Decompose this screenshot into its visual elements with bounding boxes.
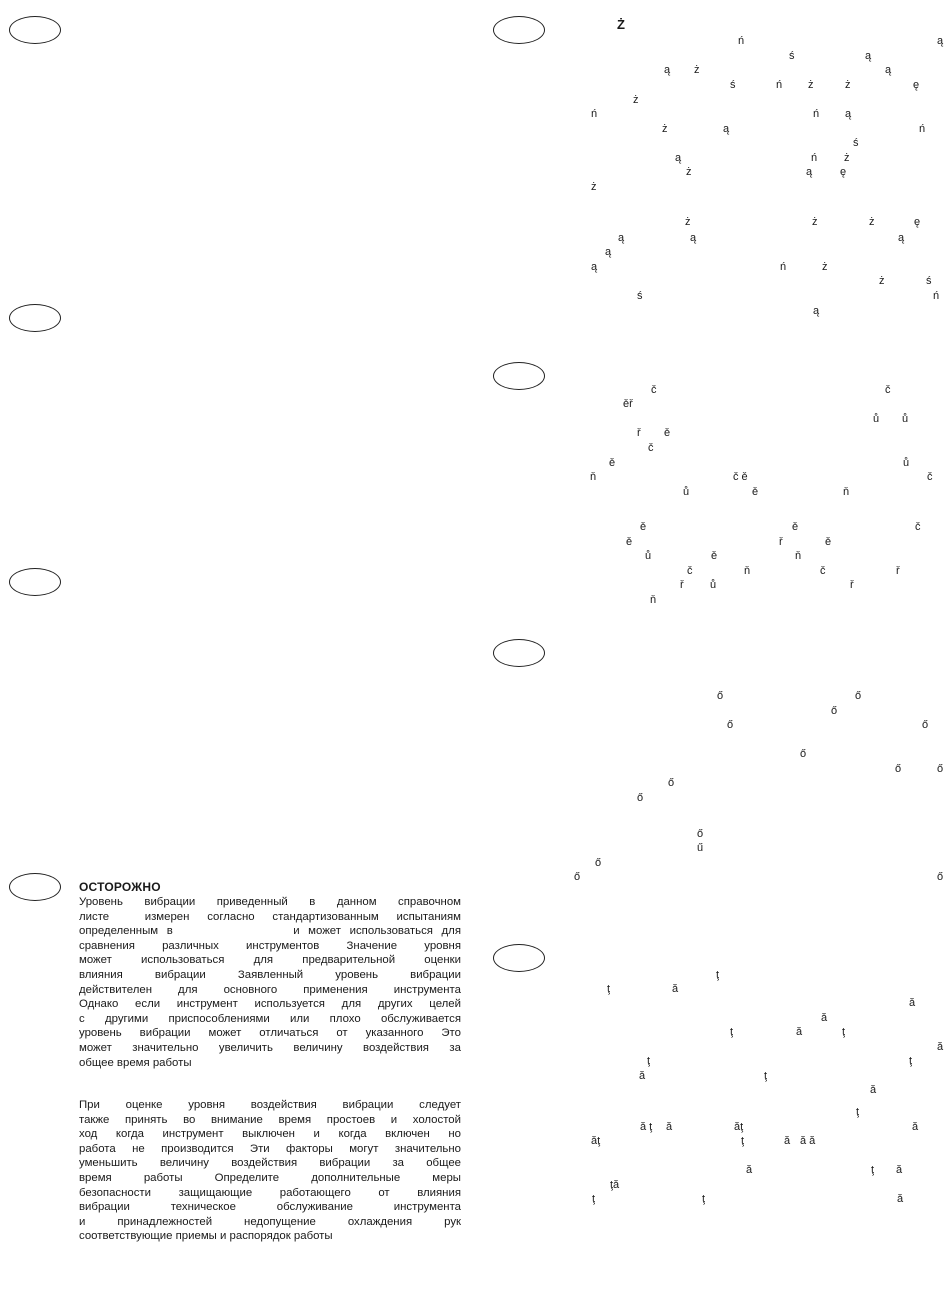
czech-diacritic-glyph: ů (873, 413, 880, 425)
section-marker-oval (493, 944, 545, 972)
polish-diacritic-glyph: ż (844, 152, 850, 164)
polish-diacritic-glyph: ę (913, 79, 920, 91)
text-line: может использоваться для предварительной оценки (79, 954, 461, 967)
hungarian-diacritic-glyph: ő (937, 871, 944, 883)
polish-diacritic-glyph: ń (933, 290, 940, 302)
polish-diacritic-glyph: ż (591, 181, 597, 193)
polish-diacritic-glyph: ż (694, 64, 700, 76)
polish-diacritic-glyph: ę (840, 166, 847, 178)
warning-heading: ОСТОРОЖНО (79, 880, 161, 894)
polish-diacritic-glyph: ń (776, 79, 783, 91)
czech-diacritic-glyph: č (927, 471, 933, 483)
czech-diacritic-glyph: ů (683, 486, 690, 498)
warning-paragraph-2 (79, 1098, 461, 1244)
polish-diacritic-glyph: ą (806, 166, 813, 178)
text-line: может значительно увеличить величину воздействия за (79, 1041, 461, 1054)
romanian-diacritic-glyph: ţ (607, 983, 611, 995)
polish-diacritic-glyph: ą (591, 261, 598, 273)
polish-diacritic-glyph: ż (879, 275, 885, 287)
romanian-diacritic-glyph: ă (896, 1164, 903, 1176)
romanian-diacritic-glyph: ă (909, 997, 916, 1009)
romanian-diacritic-glyph: ţă (610, 1179, 620, 1191)
czech-diacritic-glyph: ě (752, 486, 759, 498)
section-marker-oval (9, 873, 61, 901)
text-line: определенным в и может использоваться для (79, 925, 461, 938)
romanian-diacritic-glyph: ă (784, 1135, 791, 1147)
czech-diacritic-glyph: ř (680, 579, 684, 591)
polish-diacritic-glyph: ą (723, 123, 730, 135)
section-marker-oval (493, 16, 545, 44)
czech-diacritic-glyph: č (651, 384, 657, 396)
czech-diacritic-glyph: ů (710, 579, 717, 591)
polish-diacritic-glyph: ż (662, 123, 668, 135)
polish-diacritic-glyph: ą (898, 232, 905, 244)
polish-diacritic-glyph: ż (845, 79, 851, 91)
polish-diacritic-glyph: ż (822, 261, 828, 273)
hungarian-diacritic-glyph: ő (937, 763, 944, 775)
polish-diacritic-glyph: ą (885, 64, 892, 76)
text-line: влияния вибрации Заявленный уровень вибрации (79, 968, 461, 981)
romanian-diacritic-glyph: ă (666, 1121, 673, 1133)
section-marker-oval (493, 362, 545, 390)
polish-diacritic-glyph: ż (812, 216, 818, 228)
polish-diacritic-glyph: ą (605, 246, 612, 258)
hungarian-diacritic-glyph: ő (727, 719, 734, 731)
hungarian-diacritic-glyph: ő (831, 705, 838, 717)
czech-diacritic-glyph: ň (590, 471, 597, 483)
romanian-diacritic-glyph: ă (897, 1193, 904, 1205)
romanian-diacritic-glyph: ţ (702, 1193, 706, 1205)
romanian-diacritic-glyph: ă (746, 1164, 753, 1176)
text-line: с другими приспособлениями или плохо обслуживается (79, 1012, 461, 1025)
czech-diacritic-glyph: č (648, 442, 654, 454)
romanian-diacritic-glyph: ţ (856, 1106, 860, 1118)
czech-diacritic-glyph: ň (650, 594, 657, 606)
polish-diacritic-glyph: ż (633, 94, 639, 106)
section-marker-oval (9, 304, 61, 332)
polish-diacritic-glyph: ń (738, 35, 745, 47)
text-line: уменьшить величину воздействия вибрации за общее (79, 1157, 461, 1170)
polish-diacritic-glyph: ń (780, 261, 787, 273)
polish-diacritic-glyph: ę (914, 216, 921, 228)
romanian-diacritic-glyph: ă (937, 1041, 944, 1053)
czech-diacritic-glyph: č (915, 521, 921, 533)
text-line: действителен для основного применения инструмента (79, 983, 461, 996)
polish-diacritic-glyph: ż (869, 216, 875, 228)
romanian-diacritic-glyph: ă (796, 1026, 803, 1038)
polish-diacritic-glyph: ż (808, 79, 814, 91)
romanian-diacritic-glyph: ăţ (591, 1135, 601, 1147)
czech-diacritic-glyph: ň (744, 565, 751, 577)
hungarian-diacritic-glyph: ő (855, 690, 862, 702)
text-line: безопасности защищающие работающего от влияния (79, 1186, 461, 1199)
text-line: соответствующие приемы и распорядок работы (79, 1230, 333, 1243)
polish-diacritic-glyph: ą (690, 232, 697, 244)
text-line: время работы Определите дополнительные меры (79, 1171, 461, 1184)
hungarian-diacritic-glyph: ő (668, 777, 675, 789)
polish-diacritic-glyph: ś (853, 137, 859, 149)
romanian-diacritic-glyph: ţ (909, 1055, 913, 1067)
polish-diacritic-glyph: ą (664, 64, 671, 76)
polish-diacritic-glyph: ś (789, 50, 795, 62)
hungarian-diacritic-glyph: ő (895, 763, 902, 775)
warning-paragraph-1 (79, 895, 461, 1070)
czech-diacritic-glyph: ě (626, 536, 633, 548)
czech-diacritic-glyph: ě (640, 521, 647, 533)
hungarian-diacritic-glyph: ő (922, 719, 929, 731)
text-line: уровень вибрации может отличаться от указанного Это (79, 1027, 461, 1040)
text-line: вибрации техническое обслуживание инструмента (79, 1201, 461, 1214)
polish-diacritic-glyph: ś (926, 275, 932, 287)
romanian-diacritic-glyph: ă (870, 1084, 877, 1096)
czech-diacritic-glyph: č ě (733, 471, 748, 483)
hungarian-diacritic-glyph: ő (717, 690, 724, 702)
polish-diacritic-glyph: ą (937, 35, 944, 47)
romanian-diacritic-glyph: ă (639, 1070, 646, 1082)
polish-diacritic-glyph: ń (591, 108, 598, 120)
hungarian-diacritic-glyph: ő (595, 857, 602, 869)
polish-diacritic-glyph: ą (845, 108, 852, 120)
romanian-diacritic-glyph: ţ (592, 1193, 596, 1205)
text-line: При оценке уровня воздействия вибрации следует (79, 1099, 461, 1111)
czech-diacritic-glyph: č (687, 565, 693, 577)
czech-diacritic-glyph: ř (779, 536, 783, 548)
czech-diacritic-glyph: č (820, 565, 826, 577)
czech-diacritic-glyph: ř (896, 565, 900, 577)
czech-diacritic-glyph: ě (711, 550, 718, 562)
text-line: ход когда инструмент выключен и когда включен но (79, 1128, 461, 1141)
czech-diacritic-glyph: ěř (623, 398, 633, 410)
polish-diacritic-glyph: ń (919, 123, 926, 135)
polish-diacritic-glyph: ś (637, 290, 643, 302)
romanian-diacritic-glyph: ăţ (734, 1121, 744, 1133)
hungarian-diacritic-glyph: ű (697, 842, 704, 854)
polish-diacritic-glyph: ń (811, 152, 818, 164)
czech-diacritic-glyph: ř (637, 427, 641, 439)
hungarian-diacritic-glyph: ő (637, 792, 644, 804)
czech-diacritic-glyph: ě (609, 457, 616, 469)
czech-diacritic-glyph: ů (903, 457, 910, 469)
romanian-diacritic-glyph: ţ (871, 1164, 875, 1176)
polish-diacritic-glyph: ż (686, 166, 692, 178)
czech-diacritic-glyph: ů (902, 413, 909, 425)
romanian-diacritic-glyph: ă ţ (640, 1121, 653, 1133)
czech-diacritic-glyph: ň (843, 486, 850, 498)
romanian-diacritic-glyph: ă (821, 1012, 828, 1024)
czech-diacritic-glyph: ň (795, 550, 802, 562)
romanian-diacritic-glyph: ă (912, 1121, 919, 1133)
text-line: листе измерен согласно стандартизованным испытаниям (79, 910, 461, 923)
romanian-diacritic-glyph: ţ (730, 1026, 734, 1038)
romanian-diacritic-glyph: ţ (764, 1070, 768, 1082)
hungarian-diacritic-glyph: ő (697, 828, 704, 840)
text-line: работа не производится Эти факторы могут значительно (79, 1142, 461, 1155)
text-line: сравнения различных инструментов Значение уровня (79, 939, 461, 952)
polish-diacritic-glyph: ą (813, 305, 820, 317)
text-line: и принадлежностей недопущение охлаждения рук (79, 1215, 461, 1228)
czech-diacritic-glyph: ě (664, 427, 671, 439)
romanian-diacritic-glyph: ţ (842, 1026, 846, 1038)
romanian-diacritic-glyph: ţ (741, 1135, 745, 1147)
text-line: Уровень вибрации приведенный в данном справочном (79, 896, 461, 908)
hungarian-diacritic-glyph: ő (574, 871, 581, 883)
polish-diacritic-glyph: ą (618, 232, 625, 244)
czech-diacritic-glyph: ě (825, 536, 832, 548)
section-marker-oval (493, 639, 545, 667)
hungarian-diacritic-glyph: ő (800, 748, 807, 760)
polish-diacritic-glyph: ą (865, 50, 872, 62)
polish-diacritic-glyph: ą (675, 152, 682, 164)
polish-diacritic-glyph: ś (730, 79, 736, 91)
czech-diacritic-glyph: ě (792, 521, 799, 533)
section-marker-oval (9, 568, 61, 596)
romanian-diacritic-glyph: ţ (647, 1055, 651, 1067)
section-marker-oval (9, 16, 61, 44)
romanian-diacritic-glyph: ţ (716, 969, 720, 981)
romanian-diacritic-glyph: ă ă (800, 1135, 816, 1147)
polish-diacritic-glyph: Ż (617, 17, 625, 32)
text-line: общее время работы (79, 1056, 192, 1069)
polish-diacritic-glyph: ż (685, 216, 691, 228)
romanian-diacritic-glyph: ă (672, 983, 679, 995)
czech-diacritic-glyph: ř (850, 579, 854, 591)
text-line: также принять во внимание время простоев и холостой (79, 1113, 461, 1126)
text-line: Однако если инструмент используется для других целей (79, 998, 461, 1011)
polish-diacritic-glyph: ń (813, 108, 820, 120)
czech-diacritic-glyph: č (885, 384, 891, 396)
czech-diacritic-glyph: ů (645, 550, 652, 562)
